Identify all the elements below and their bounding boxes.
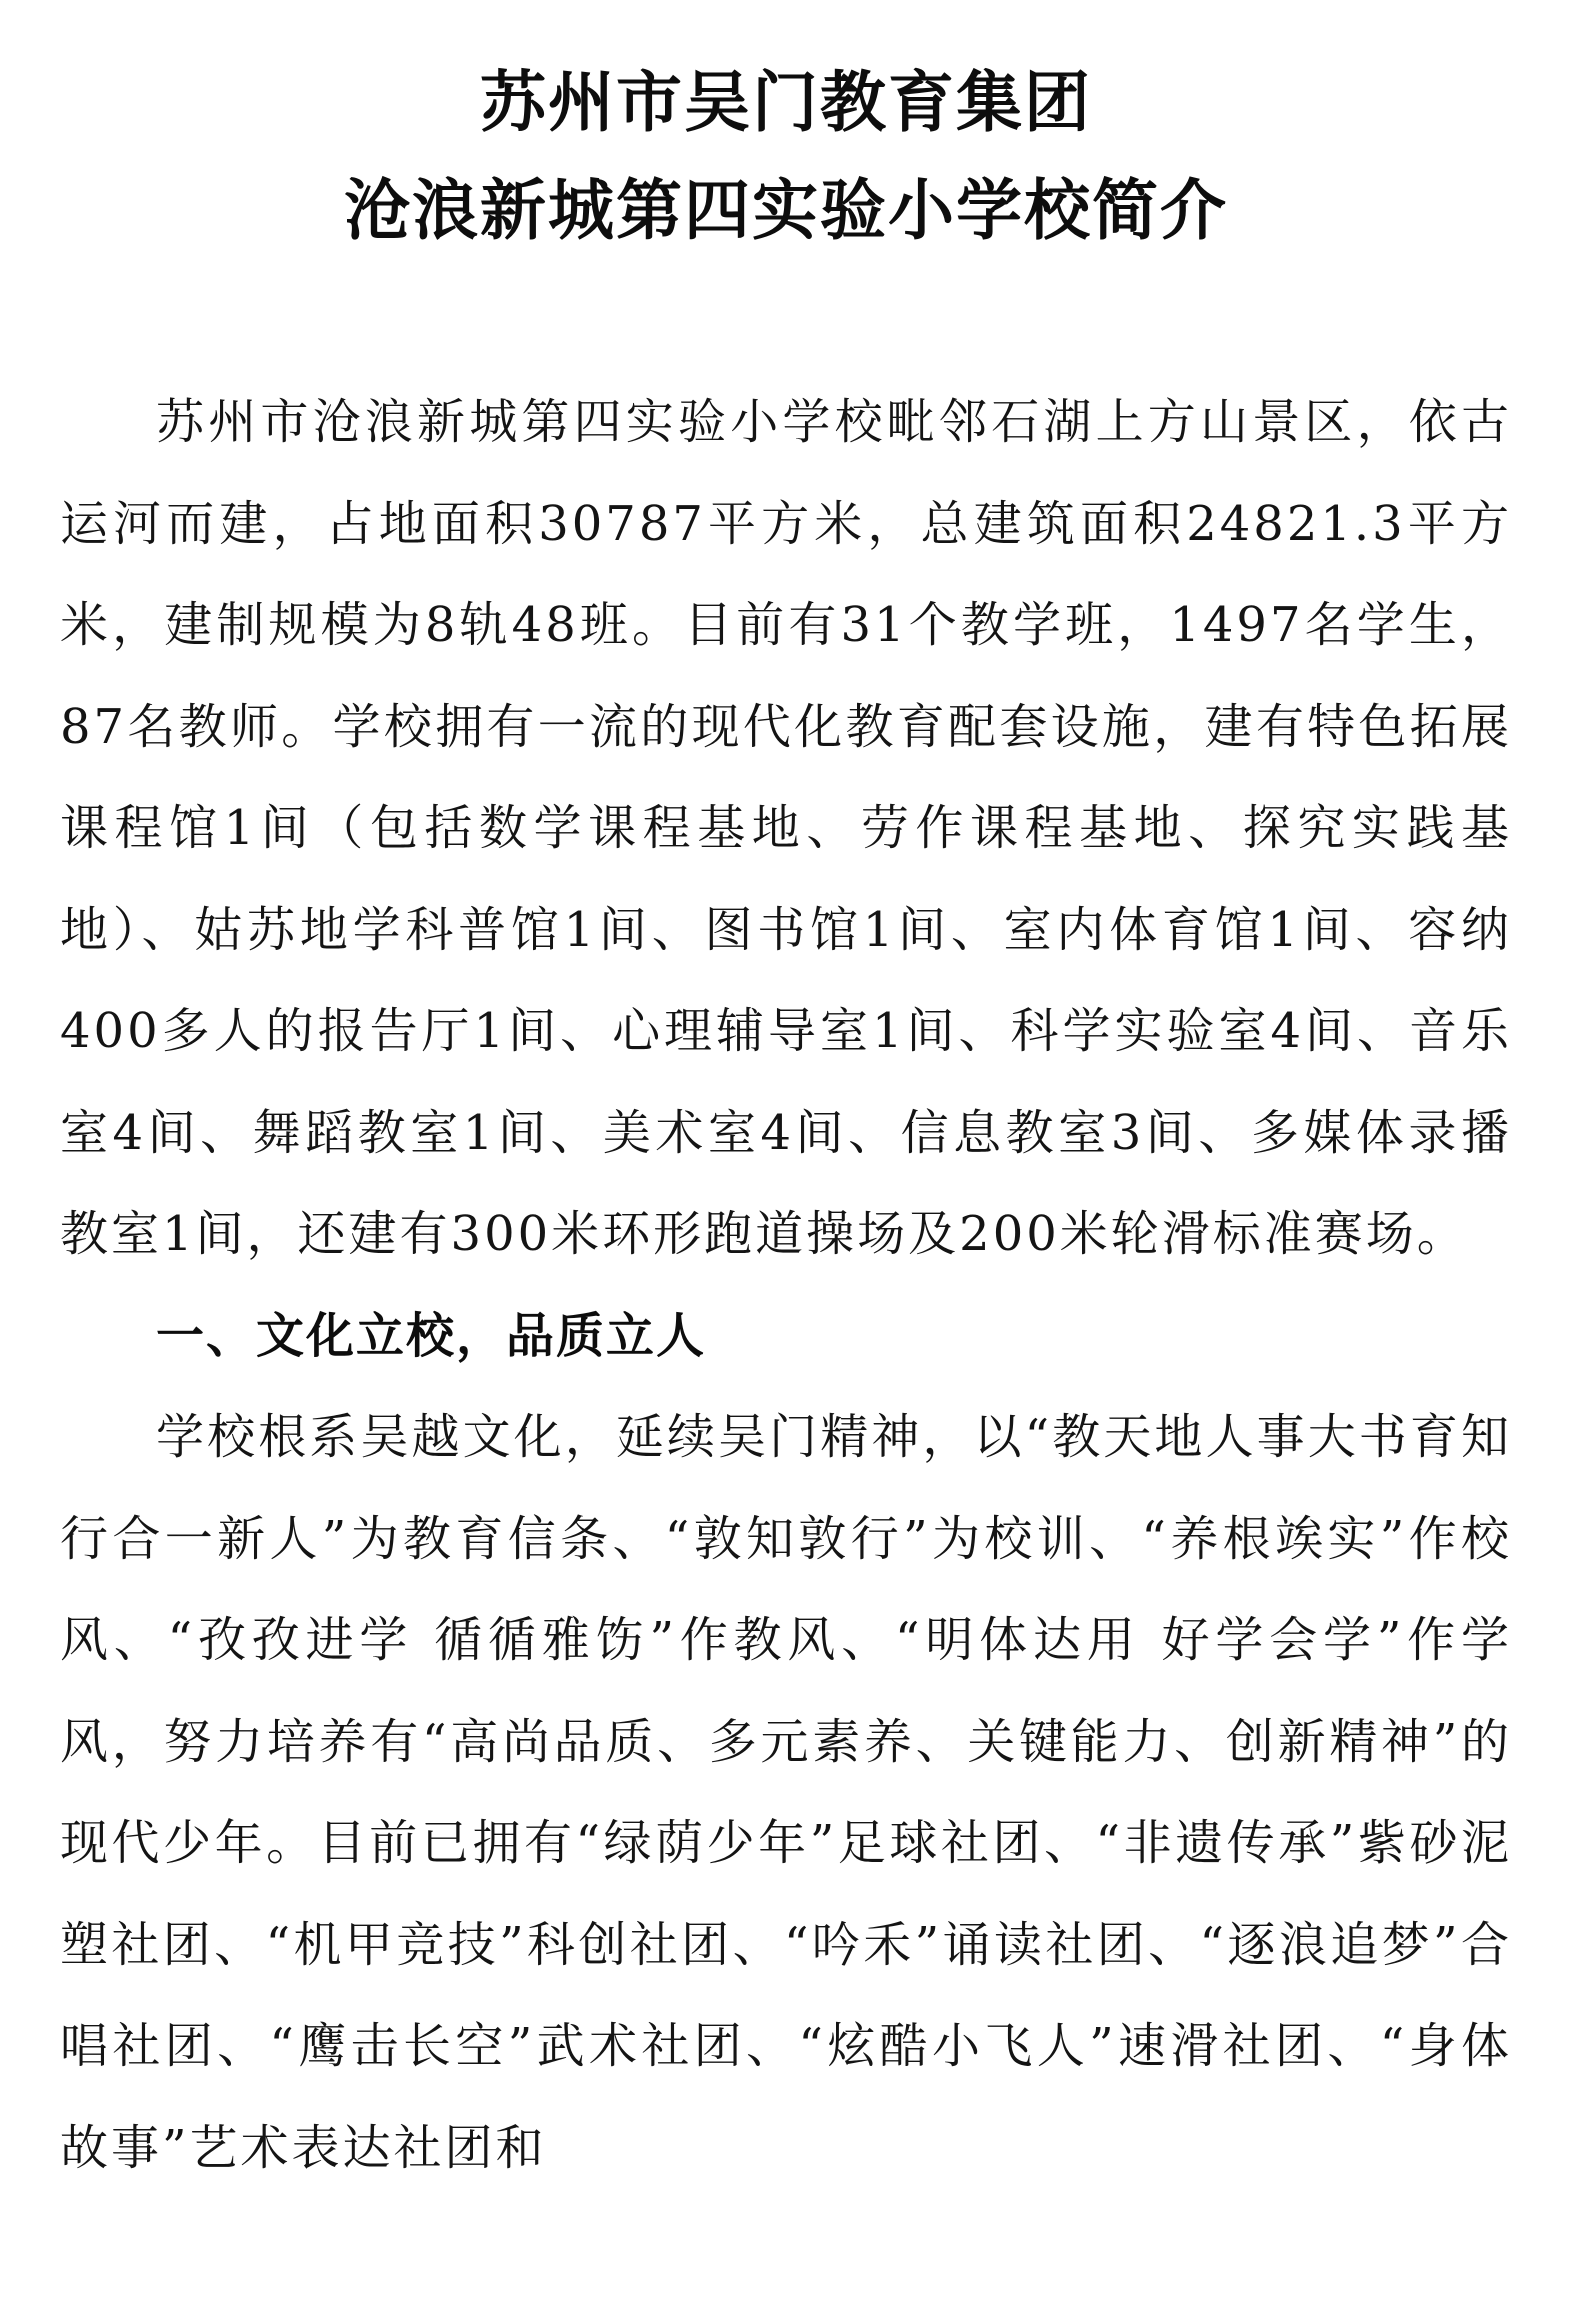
paragraph-school-culture: 学校根系吴越文化，延续吴门精神，以“教天地人事大书育知行合一新人”为教育信条、“敦知敦行”为校训、“养根竢实”作校风、“孜孜进学 循循雅饬”作教风、“明体达用 好学会学”作学风，努力培养有“高尚品质、多元素养、关键能力、创新精神”的现代少年。目前已拥有“绿荫少年”足球社团、“非遗传承”紫砂泥塑社团、“机甲竞技”科创社团、“吟禾”诵读社团、“逐浪追梦”合唱社团、“鹰击长空”武术社团、“炫酷小飞人”速滑社团、“身体故事”艺术表达社团和 [60, 1409, 1512, 2176]
title-line-group-name: 苏州市吴门教育集团 [480, 63, 1092, 141]
section-heading-culture: 一、文化立校，品质立人 [156, 1307, 707, 1364]
document-title [0, 48, 1572, 264]
title-line-school-intro: 沧浪新城第四实验小学校简介 [344, 171, 1228, 249]
document-body [60, 372, 1512, 2199]
paragraph-school-overview: 苏州市沧浪新城第四实验小学校毗邻石湖上方山景区，依古运河而建，占地面积30787平方米，总建筑面积24821.3平方米，建制规模为8轨48班。目前有31个教学班，1497名学生，87名教师。学校拥有一流的现代化教育配套设施，建有特色拓展课程馆1间（包括数学课程基地、劳作课程基地、探究实践基地）、姑苏地学科普馆1间、图书馆1间、室内体育馆1间、容纳400多人的报告厅1间、心理辅导室1间、科学实验室4间、音乐室4间、舞蹈教室1间、美术室4间、信息教室3间、多媒体录播教室1间，还建有300米环形跑道操场及200米轮滑标准赛场。 [60, 394, 1512, 1262]
